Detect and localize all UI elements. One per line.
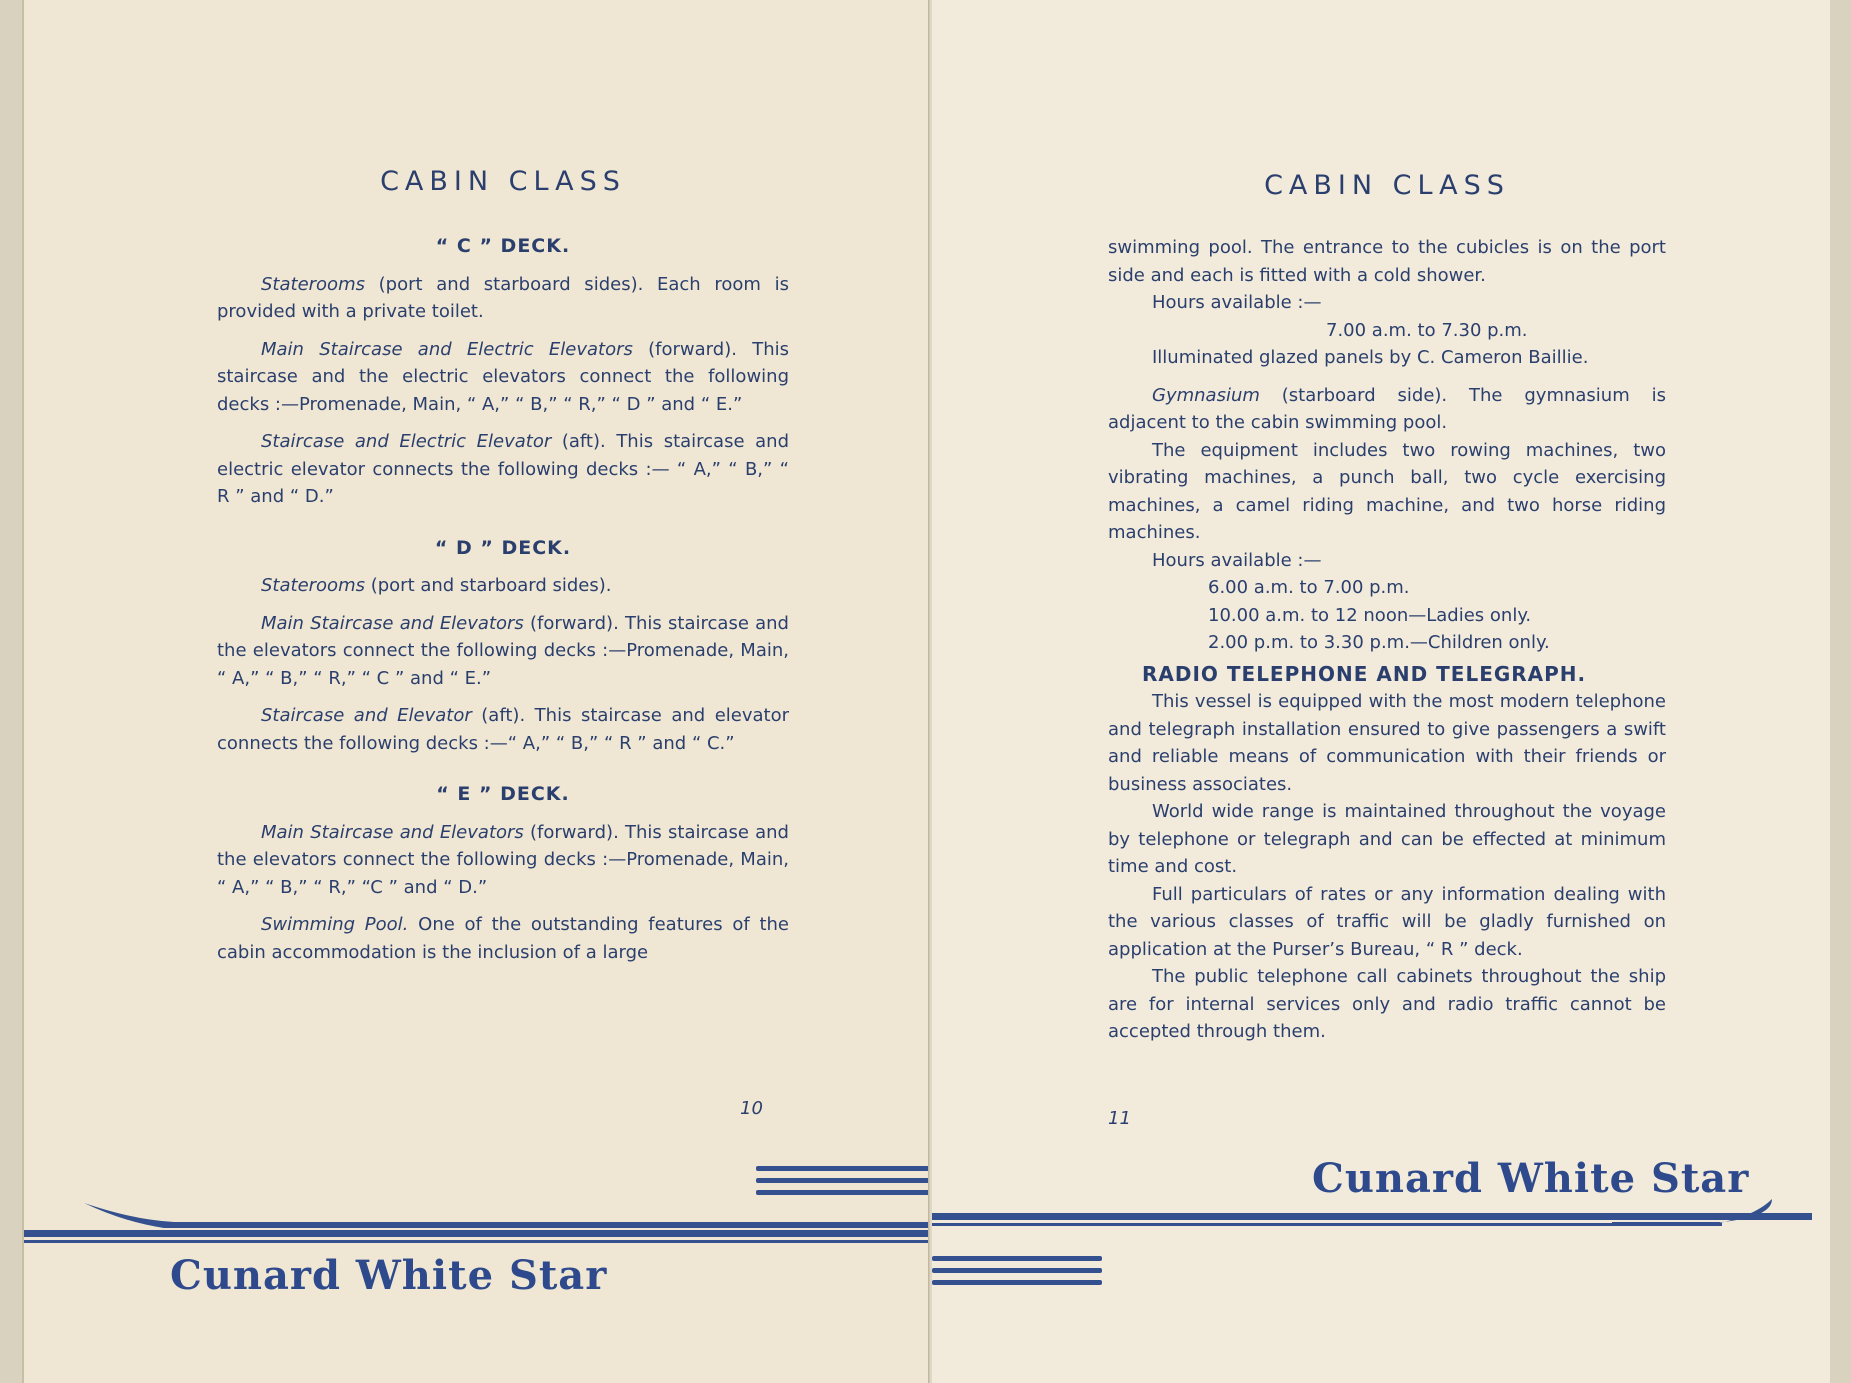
radio-heading: RADIO TELEPHONE AND TELEGRAPH. [1142, 661, 1587, 686]
c-deck-aft-staircase: Staircase and Electric Elevator (aft). This staircase and electric elevator connects the following decks :— “ A,” “ B,” “ R ” and “ D.” [217, 431, 789, 507]
e-deck-main-staircase: Main Staircase and Elevators (forward). This staircase and the elevators connect the following decks :—Promenade, Main, “ A,” “ B,” “ R,” “C ” and “ D.” [217, 821, 789, 898]
d-deck-staterooms: Staterooms (port and starboard sides). [261, 575, 612, 596]
right-page-title: CABIN CLASS [1264, 170, 1510, 201]
c-deck-heading: “ C ” DECK. [435, 235, 571, 257]
e-deck-swimming-pool: Swimming Pool. One of the outstanding features of the cabin accommodation is the inclusion of a large [217, 914, 789, 963]
wave-line [932, 1256, 1102, 1261]
wave-line [932, 1268, 1102, 1273]
right-page [932, 0, 1830, 1383]
radio-paragraph-1: This vessel is equipped with the most modern telephone and telegraph installation ensured to give passengers a swift and reliable means of communication with their friends or business associates. [1108, 691, 1666, 795]
d-deck-heading: “ D ” DECK. [434, 536, 572, 559]
c-deck-staterooms: Staterooms (port and starboard sides). Each room is provided with a private toilet. [217, 273, 789, 322]
gym-hours-1: 6.00 a.m. to 7.00 p.m. [1208, 577, 1410, 598]
right-page-number: 11 [1108, 1108, 1131, 1129]
left-text-column [217, 233, 789, 966]
left-page [22, 0, 930, 1383]
right-bow-band [932, 1195, 1830, 1245]
c-deck-main-staircase: Main Staircase and Electric Elevators (forward). This staircase and the electric elevators connect the following decks :—Promenade, Main, “ A,” “ B,” “ R,” “ D ” and “ E.” [217, 338, 789, 415]
pool-hours: 7.00 a.m. to 7.30 p.m. [1326, 319, 1528, 341]
right-text-column [1108, 234, 1666, 1046]
d-deck-aft-staircase: Staircase and Elevator (aft). This staircase and elevator connects the following decks :—“ A,” “ B,” “ R ” and “ C.” [217, 705, 789, 754]
wave-line [932, 1280, 1102, 1285]
gym-equipment: The equipment includes two rowing machines, two vibrating machines, a punch ball, two cycle exercising machines, a camel riding machine, and two horse riding machines. [1108, 439, 1666, 543]
e-deck-heading: “ E ” DECK. [436, 783, 570, 805]
gym-hours-2: 10.00 a.m. to 12 noon—Ladies only. [1208, 604, 1532, 626]
left-brand-logo: Cunard White Star [170, 1252, 608, 1299]
gymnasium: Gymnasium (starboard side). The gymnasium is adjacent to the cabin swimming pool. [1108, 384, 1666, 433]
right-brand-logo: Cunard White Star [1312, 1155, 1750, 1202]
gym-hours-3: 2.00 p.m. to 3.30 p.m.—Children only. [1208, 632, 1550, 653]
pool-continued: swimming pool. The entrance to the cubicles is on the port side and each is fitted with a cold shower. [1108, 237, 1666, 286]
left-page-title: CABIN CLASS [380, 166, 626, 197]
pool-hours-label: Hours available :— [1152, 292, 1322, 313]
left-page-number: 10 [740, 1098, 763, 1119]
d-deck-main-staircase: Main Staircase and Elevators (forward). This staircase and the elevators connect the following decks :—Promenade, Main, “ A,” “ B,” “ R,” “ C ” and “ E.” [217, 612, 789, 689]
wave-line [756, 1190, 930, 1195]
wave-line [756, 1166, 930, 1171]
radio-paragraph-4: The public telephone call cabinets throughout the ship are for internal services only and radio traffic cannot be accepted through them. [1108, 966, 1666, 1042]
wave-line [756, 1178, 930, 1183]
gym-hours-label: Hours available :— [1152, 549, 1322, 571]
radio-paragraph-3: Full particulars of rates or any information dealing with the various classes of traffic will be gladly furnished on application at the Purser’s Bureau, “ R ” deck. [1108, 883, 1666, 960]
panels-credit: Illuminated glazed panels by C. Cameron Baillie. [1152, 347, 1589, 368]
radio-paragraph-2: World wide range is maintained throughout the voyage by telephone or telegraph and can be effected at minimum time and cost. [1108, 801, 1666, 877]
left-bow-band [24, 1200, 930, 1250]
